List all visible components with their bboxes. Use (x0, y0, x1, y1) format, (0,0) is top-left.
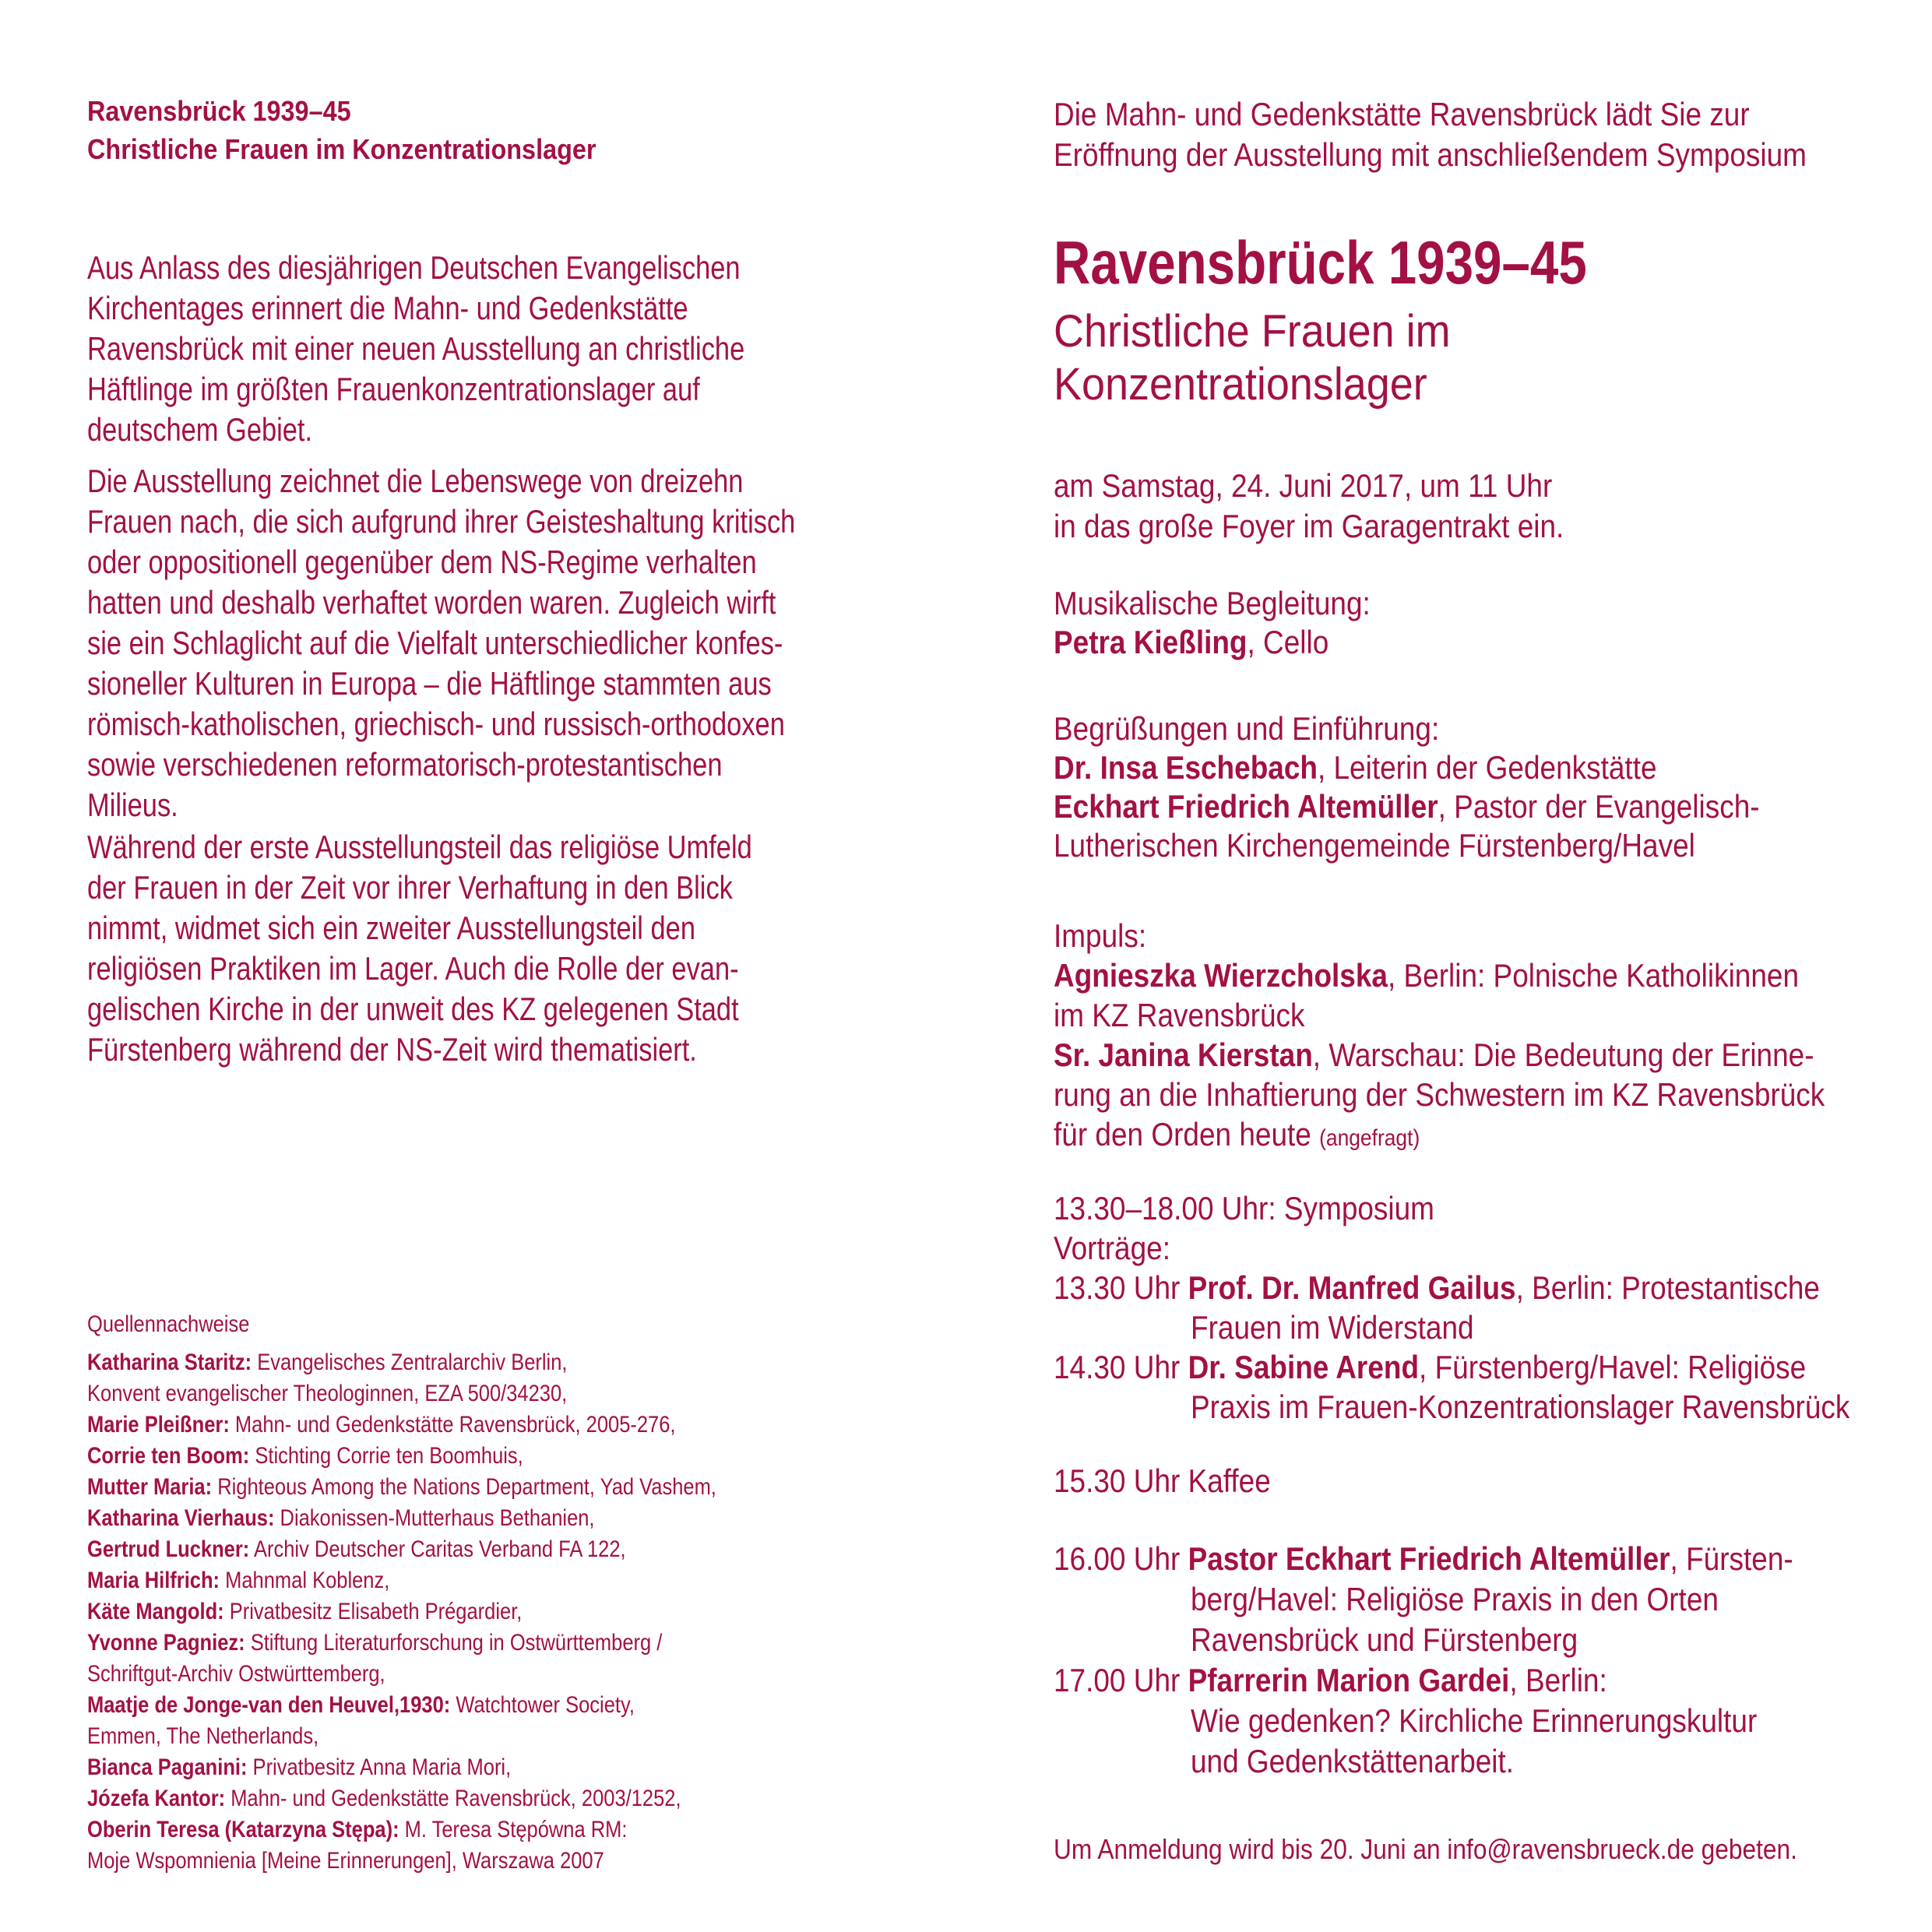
emphasized-text: Prof. Dr. Manfred Gailus (1188, 1269, 1516, 1306)
text-line (87, 1721, 716, 1752)
plain-text: sioneller Kulturen in Europa – die Häftlinge stammten aus (87, 665, 772, 702)
registration-note: Um Anmeldung wird bis 20. Juni an info@ravensbrueck.de gebeten. (1054, 1833, 1797, 1865)
text-line (1054, 1228, 1849, 1268)
plain-text: , Fürstenberg/Havel: Religiöse (1419, 1349, 1807, 1385)
plain-text: oder oppositionell gegenüber dem NS-Regime verhalten (87, 544, 757, 580)
text-line (1054, 1114, 1825, 1158)
plain-text: Impuls: (1054, 917, 1147, 954)
plain-text: Frauen nach, die sich aufgrund ihrer Geisteshaltung kritisch (87, 503, 796, 540)
emphasized-text: Maatje de Jonge-van den Heuvel,1930: (87, 1692, 451, 1718)
plain-text: Ravensbrück mit einer neuen Ausstellung an christliche (87, 330, 745, 367)
greetings-block (1054, 709, 1856, 865)
text-line (1054, 1188, 1849, 1228)
text-line (1054, 1268, 1849, 1307)
text-line (1054, 1035, 1825, 1075)
plain-text: Konzentrationslager (1054, 359, 1427, 410)
plain-text: Mahnmal Koblenz, (220, 1568, 390, 1593)
plain-text: 14.30 Uhr (1054, 1349, 1188, 1385)
text-line (1054, 1075, 1825, 1114)
plain-text: römisch-katholischen, griechisch- und russisch-orthodoxen (87, 706, 785, 742)
emphasized-text: Maria Hilfrich: (87, 1568, 220, 1593)
text-line (87, 908, 752, 948)
text-line (1054, 1579, 1793, 1620)
plain-text: sowie verschiedenen reformatorisch-protestantischen (87, 746, 723, 783)
emphasized-text: Corrie ten Boom: (87, 1443, 250, 1469)
text-line (1054, 1660, 1793, 1701)
plain-text: Watchtower Society, (450, 1692, 635, 1718)
text-line (87, 1534, 716, 1565)
event-date-block (1054, 466, 1634, 547)
plain-text: Righteous Among the Nations Department, Yad Vashem, (212, 1474, 716, 1500)
text-line (87, 704, 795, 744)
exhibition-paragraph (87, 461, 951, 825)
plain-text: für den Orden heute (1054, 1116, 1320, 1153)
text-line (87, 948, 752, 989)
impulse-block (1054, 916, 1930, 1158)
text-line (1054, 506, 1564, 547)
text-line (87, 1690, 716, 1721)
plain-text: religiösen Praktiken im Lager. Auch die Rolle der evan- (87, 950, 739, 987)
text-line (1054, 787, 1760, 826)
emphasized-text: Sr. Janina Kierstan (1054, 1036, 1313, 1073)
emphasized-text: Käte Mangold: (87, 1599, 224, 1624)
text-line (1054, 623, 1371, 662)
text-line (1054, 1620, 1793, 1660)
text-line (1054, 1307, 1849, 1347)
text-line (87, 1628, 716, 1659)
plain-text: Musikalische Begleitung: (1054, 585, 1371, 621)
music-block (1054, 584, 1413, 662)
emphasized-text: Mutter Maria: (87, 1474, 213, 1500)
text-line (87, 1441, 716, 1472)
emphasized-text: Dr. Sabine Arend (1188, 1349, 1420, 1385)
text-line (87, 410, 744, 450)
plain-text: , Leiterin der Gedenkstätte (1317, 749, 1657, 786)
text-line (87, 542, 795, 582)
intro-paragraph (87, 248, 889, 450)
plain-text: rung an die Inhaftierung der Schwestern im KZ Ravensbrück (1054, 1076, 1825, 1113)
text-line (1054, 1701, 1793, 1741)
text-line (87, 989, 752, 1029)
text-line (87, 744, 795, 785)
page-title: Ravensbrück 1939–45 (1054, 228, 1587, 297)
plain-text: Die Mahn- und Gedenkstätte Ravensbrück lädt Sie zur (1054, 96, 1750, 132)
text-line (87, 288, 744, 329)
emphasized-text: Katharina Staritz: (87, 1350, 252, 1375)
text-line (1054, 1741, 1793, 1782)
plain-text: Praxis im Frauen-Konzentrationslager Ravensbrück (1191, 1388, 1850, 1425)
plain-text: Kirchentages erinnert die Mahn- und Gedenkstätte (87, 290, 688, 326)
text-line (87, 1503, 716, 1534)
text-line (1054, 955, 1825, 995)
text-line (87, 501, 795, 542)
plain-text: Mahn- und Gedenkstätte Ravensbrück, 2003/1252, (225, 1786, 681, 1811)
text-line (1054, 584, 1371, 623)
text-line (87, 1347, 716, 1378)
plain-text: Fürstenberg während der NS-Zeit wird thematisiert. (87, 1031, 697, 1068)
plain-text: 13.30 Uhr (1054, 1269, 1188, 1306)
emphasized-text: Pfarrerin Marion Gardei (1188, 1662, 1510, 1698)
text-line (1054, 1387, 1849, 1427)
text-line (87, 785, 795, 825)
text-line (87, 130, 596, 168)
emphasized-text: Oberin Teresa (Katarzyna Stępa): (87, 1817, 399, 1842)
text-line (87, 329, 744, 369)
text-line (87, 92, 596, 130)
plain-text: , Berlin: (1509, 1662, 1607, 1698)
plain-text: Vorträge: (1054, 1230, 1170, 1266)
emphasized-text: Eckhart Friedrich Altemüller (1054, 788, 1438, 825)
plain-text: , Fürsten- (1670, 1540, 1793, 1577)
text-line (87, 461, 795, 501)
plain-text: Aus Anlass des diesjährigen Deutschen Evangelischen (87, 249, 741, 286)
plain-text: Eröffnung der Ausstellung mit anschließendem Symposium (1054, 136, 1807, 173)
sources-title: Quellennachweise (87, 1311, 250, 1337)
plain-text: Emmen, The Netherlands, (87, 1723, 319, 1749)
plain-text: Frauen im Widerstand (1191, 1309, 1474, 1346)
plain-text: 15.30 Uhr Kaffee (1054, 1462, 1271, 1499)
text-line (87, 1409, 716, 1441)
emphasized-text: Pastor Eckhart Friedrich Altemüller (1188, 1540, 1670, 1577)
text-line (1054, 916, 1825, 955)
page-subtitle (1054, 305, 1480, 411)
text-line (1054, 305, 1451, 358)
plain-text: , Warschau: Die Bedeutung der Erinne- (1312, 1036, 1814, 1073)
plain-text: Stiftung Literaturforschung in Ostwürttemberg / (245, 1630, 663, 1656)
plain-text: Moje Wspomnienia [Meine Erinnerungen], Warszawa 2007 (87, 1848, 604, 1874)
emphasized-text: Katharina Vierhaus: (87, 1505, 275, 1531)
plain-text: hatten und deshalb verhaftet worden waren. Zugleich wirft (87, 584, 776, 621)
text-line (87, 1659, 716, 1690)
text-line (87, 1814, 716, 1846)
plain-text: Während der erste Ausstellungsteil das religiöse Umfeld (87, 829, 752, 865)
plain-text: 17.00 Uhr (1054, 1662, 1188, 1698)
exhibition-parts-paragraph (87, 827, 898, 1070)
text-line (1054, 466, 1564, 506)
text-line (87, 582, 795, 623)
plain-text: Häftlinge im größten Frauenkonzentrationslager auf (87, 371, 700, 407)
plain-text: sie ein Schlaglicht auf die Vielfalt unterschiedlicher konfes- (87, 625, 783, 661)
plain-text: , Pastor der Evangelisch- (1438, 788, 1760, 825)
emphasized-text: Yvonne Pagniez: (87, 1630, 245, 1656)
plain-text: , Berlin: Protestantische (1515, 1269, 1820, 1306)
plain-text: am Samstag, 24. Juni 2017, um 11 Uhr (1054, 467, 1553, 504)
plain-text: , Cello (1247, 624, 1329, 660)
plain-text: 16.00 Uhr (1054, 1540, 1188, 1577)
text-line (1054, 826, 1760, 865)
text-line (87, 1783, 716, 1814)
left-column-header (87, 92, 653, 168)
plain-text: Milieus. (87, 787, 178, 823)
plain-text: Evangelisches Zentralarchiv Berlin, (252, 1350, 568, 1375)
text-line (1054, 995, 1825, 1035)
emphasized-text: Agnieszka Wierzcholska (1054, 957, 1388, 994)
text-line (87, 1846, 716, 1877)
emphasized-text: Józefa Kantor: (87, 1786, 226, 1811)
plain-text: , Berlin: Polnische Katholikinnen (1387, 957, 1800, 994)
plain-text: Begrüßungen und Einführung: (1054, 710, 1440, 747)
emphasized-text: Dr. Insa Eschebach (1054, 749, 1318, 786)
plain-text: Privatbesitz Elisabeth Prégardier, (223, 1599, 523, 1624)
plain-text: in das große Foyer im Garagentrakt ein. (1054, 508, 1564, 544)
afternoon-schedule-block (1054, 1539, 1894, 1782)
text-line (87, 623, 795, 663)
plain-text: nimmt, widmet sich ein zweiter Ausstellungsteil den (87, 910, 695, 946)
text-line (87, 1752, 716, 1783)
plain-text: 13.30–18.00 Uhr: Symposium (1054, 1190, 1434, 1226)
text-line (87, 1378, 716, 1409)
emphasized-text: Gertrud Luckner: (87, 1536, 250, 1562)
plain-text: Stichting Corrie ten Boomhuis, (249, 1443, 523, 1469)
plain-text: deutschem Gebiet. (87, 411, 313, 448)
plain-text: Diakonissen-Mutterhaus Bethanien, (274, 1505, 595, 1531)
text-line (1054, 1461, 1271, 1501)
plain-text: und Gedenkstättenarbeit. (1191, 1743, 1515, 1779)
plain-text: der Frauen in der Zeit vor ihrer Verhaftung in den Blick (87, 869, 733, 906)
plain-text: Konvent evangelischer Theologinnen, EZA 500/34230, (87, 1381, 568, 1406)
invitation-text (1054, 94, 1909, 175)
emphasized-text: Bianca Paganini: (87, 1754, 248, 1780)
emphasized-text: Marie Pleißner: (87, 1412, 230, 1438)
plain-text: Christliche Frauen im (1054, 306, 1451, 357)
plain-text: M. Teresa Stępówna RM: (399, 1817, 628, 1842)
text-line (87, 1029, 752, 1070)
plain-text: Ravensbrück und Fürstenberg (1191, 1621, 1578, 1658)
text-line (87, 1596, 716, 1628)
plain-text: Schriftgut-Archiv Ostwürttemberg, (87, 1661, 385, 1687)
plain-text: Archiv Deutscher Caritas Verband FA 122, (249, 1536, 626, 1562)
text-line (87, 663, 795, 704)
text-line (87, 248, 744, 288)
text-line (87, 1472, 716, 1503)
text-line (1054, 135, 1807, 175)
text-line (87, 867, 752, 908)
text-line (1054, 748, 1760, 787)
coffee-break-line (1054, 1461, 1300, 1501)
plain-text: Lutherischen Kirchengemeinde Fürstenberg/Havel (1054, 827, 1695, 864)
plain-text: Wie gedenken? Kirchliche Erinnerungskultur (1191, 1702, 1758, 1739)
plain-text: Christliche Frauen im Konzentrationslager (87, 133, 596, 165)
text-line (1054, 358, 1451, 411)
text-line (1054, 1539, 1793, 1579)
text-line (87, 827, 752, 867)
plain-text: Die Ausstellung zeichnet die Lebenswege von dreizehn (87, 463, 744, 499)
plain-text: Privatbesitz Anna Maria Mori, (247, 1754, 512, 1780)
text-line (1054, 709, 1760, 748)
emphasized-text: Petra Kießling (1054, 624, 1248, 660)
plain-text: Ravensbrück 1939–45 (87, 95, 351, 127)
sources-list (87, 1347, 827, 1877)
text-line (87, 1565, 716, 1596)
plain-text: im KZ Ravensbrück (1054, 997, 1305, 1033)
plain-text: Mahn- und Gedenkstätte Ravensbrück, 2005-276, (229, 1412, 676, 1438)
text-line (87, 369, 744, 410)
text-line (1054, 94, 1807, 135)
text-line (1054, 1347, 1849, 1387)
plain-text: (angefragt) (1319, 1125, 1420, 1151)
symposium-schedule-block (1054, 1188, 1932, 1427)
plain-text: berg/Havel: Religiöse Praxis in den Orten (1191, 1581, 1719, 1617)
plain-text: gelischen Kirche in der unweit des KZ gelegenen Stadt (87, 991, 739, 1027)
